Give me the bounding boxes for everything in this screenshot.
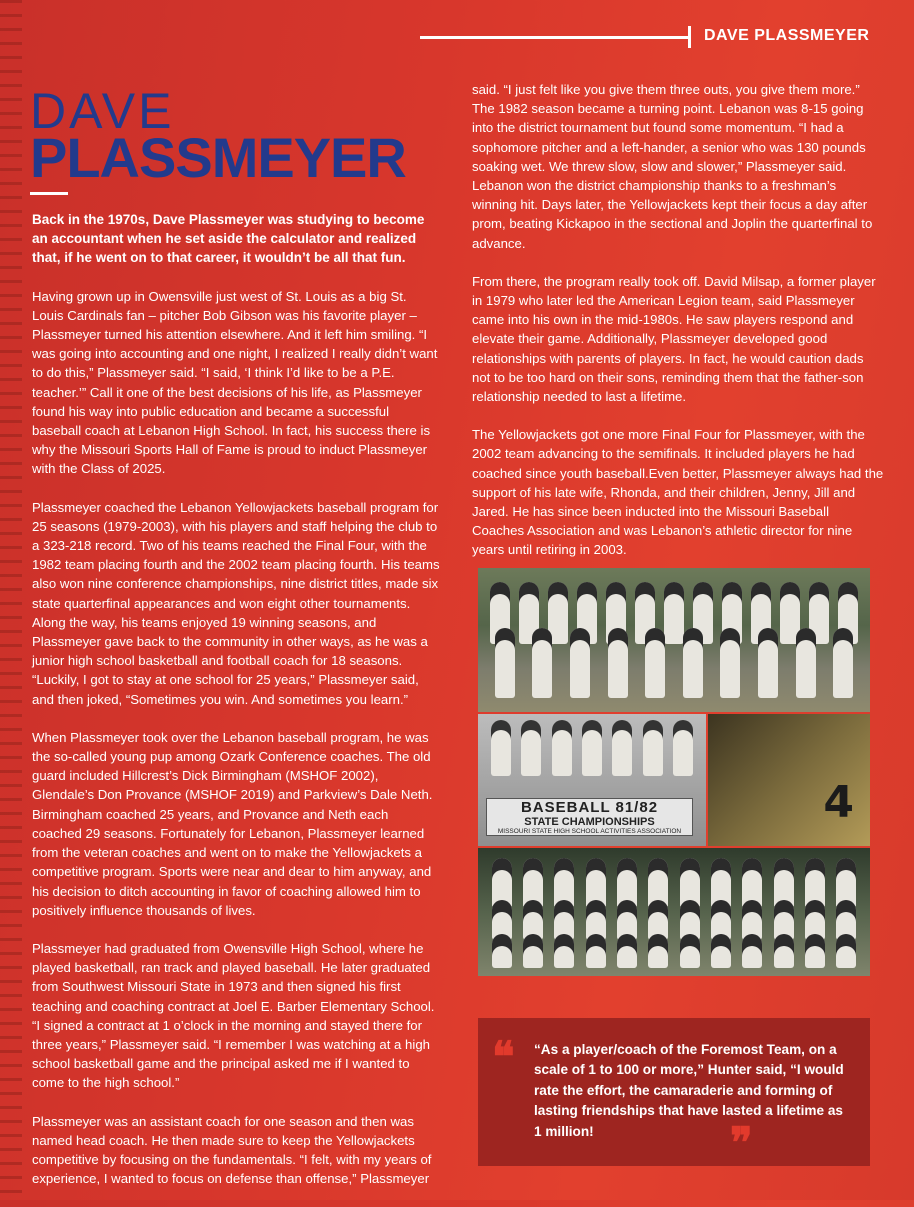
article-column-right bbox=[472, 80, 884, 579]
header-rule bbox=[420, 36, 690, 39]
body-paragraph: When Plassmeyer took over the Lebanon baseball program, he was the so-called young pup among Ozark Conference coaches. The old guard included Hillcrest’s Dick Birmingham (MSHOF 2002), Glendale’s Don Provance (MSHOF 2019) and Parkview’s Dale Neth. Birmingham coached 25 years, and Provance and Neth each coached 29 seasons. Fortunately for Lebanon, Plassmeyer learned from the veteran coaches and went on to make the Yellowjackets a competitive program. Sports were near and dear to him anyway, and his decision to ditch accounting in favor of coaching allowed him to positively influence thousands of lives. bbox=[32, 729, 433, 918]
body-paragraph: said. “I just felt like you give them three outs, you give them more.” The 1982 season became a turning point. Lebanon was 8-15 going into the district tournament but found some momentum. “I had a sophomore pitcher and a left-hander, a senior who was 130 pounds soaking wet. We threw slow, slow and slower,” Plassmeyer said. Lebanon won the district championship thanks to a freshman’s winning hit. Days later, the Yellowjackets kept their focus a day after prom, beating Kickapoo in the sectional and Joplin the quarterfinal to advance. bbox=[472, 82, 873, 251]
binding-edge bbox=[0, 0, 22, 1200]
running-header: DAVE PLASSMEYER bbox=[704, 27, 870, 44]
title-rule bbox=[30, 192, 68, 195]
article-column-left bbox=[32, 210, 440, 1207]
title-last-name: PLASSMEYER bbox=[30, 126, 406, 189]
header-tick bbox=[688, 26, 691, 48]
body-paragraph: Plassmeyer had graduated from Owensville High School, where he played basketball, ran track and played baseball. He later graduated from Southwest Missouri State in 1973 and then signed his first teaching and coaching contract at Joel E. Barber Elementary School. “I signed a contract at 1 o’clock in the morning and stayed there for three years,” Plassmeyer said. “I remember I was watching at a high school basketball game and the principal asked me if I wanted to come to the high school.” bbox=[32, 940, 435, 1091]
pull-quote bbox=[478, 1018, 870, 1166]
body-paragraph: Plassmeyer coached the Lebanon Yellowjackets baseball program for 25 seasons (1979-2003), with his players and staff helping the club to a 323-218 record. Two of his teams reached the Final Four, with the 1982 team placing fourth and the 2002 team placing fourth. His teams also won nine conference championships, nine district titles, made six state quarterfinal appearances and won eight other tournaments. Along the way, his teams enjoyed 19 winning seasons, and Plassmeyer gave back to the community in other ways, as he was a junior high school basketball and football coach for 18 seasons. “Luckily, I got to stay at one school for 25 years,” Plassmeyer said, and then joked, “Sometimes you win. And sometimes you learn.” bbox=[32, 499, 440, 707]
body-paragraph: From there, the program really took off. David Milsap, a former player in 1979 who later led the American Legion team, said Plassmeyer came into his own in the mid-1980s. He saw players respond and elevate their game. Additionally, Plassmeyer developed good relationships with parents of players. In fact, he would caution dads not to be too hard on their sons, reminding them that the father-son relationship needed to last a lifetime. bbox=[472, 273, 876, 405]
body-paragraph: Having grown up in Owensville just west of St. Louis as a big St. Louis Cardinals fan – pitcher Bob Gibson was his favorite player – Plassmeyer turned his attention elsewhere. And it left him smiling. “I was going into accounting and one night, I realized I really didn’t want to do this,” Plassmeyer said. “I said, ‘I think I’d like to be a P.E. teacher.’” Call it one of the best decisions of his life, as Plassmeyer found his way into public education and became a successful baseball coach at Lebanon High School. In fact, his success there is why the Missouri Sports Hall of Fame is proud to induct Plassmeyer with the Class of 2025. bbox=[32, 288, 438, 477]
body-paragraph: The Yellowjackets got one more Final Four for Plassmeyer, with the 2002 team advancing to the semifinals. It included players he had coached since youth baseball.Even better, Plassmeyer always had the support of his late wife, Rhonda, and their children, Jenny, Jill and Jared. He has since been inducted into the Missouri Baseball Coaches Association and was Lebanon’s athletic director for nine years until retiring in 2003. bbox=[472, 427, 884, 558]
championship-banner: BASEBALL 81/82 STATE CHAMPIONSHIPS MISSOURI STATE HIGH SCHOOL ACTIVITIES ASSOCIATION bbox=[486, 798, 693, 836]
lead-paragraph: Back in the 1970s, Dave Plassmeyer was studying to become an accountant when he set aside the calculator and realized that, if he went on to that career, it wouldn’t be all that fun. bbox=[32, 212, 425, 266]
title-first-name: DAVE bbox=[30, 83, 175, 139]
jersey-number: 4 bbox=[823, 777, 854, 828]
open-quote-icon: ❝ bbox=[492, 1032, 515, 1081]
team-photo-group bbox=[478, 848, 870, 976]
team-photo-1982 bbox=[478, 714, 706, 846]
team-photo-2002 bbox=[478, 568, 870, 712]
pull-quote-text: “As a player/coach of the Foremost Team, on a scale of 1 to 100 or more,” Hunter said, “I would rate the effort, the camaraderie and forming of lasting friendships that have lasted a lifetime as 1 million! bbox=[534, 1042, 844, 1139]
coach-and-player-photo bbox=[708, 714, 870, 846]
body-paragraph: Plassmeyer was an assistant coach for one season and then was named head coach. He then made sure to keep the Yellowjackets competitive by focusing on the fundamentals. “I felt, with my years of experience, I wanted to focus on defense than offense,” Plassmeyer bbox=[32, 1113, 432, 1187]
close-quote-icon: ❞ bbox=[730, 1118, 753, 1167]
